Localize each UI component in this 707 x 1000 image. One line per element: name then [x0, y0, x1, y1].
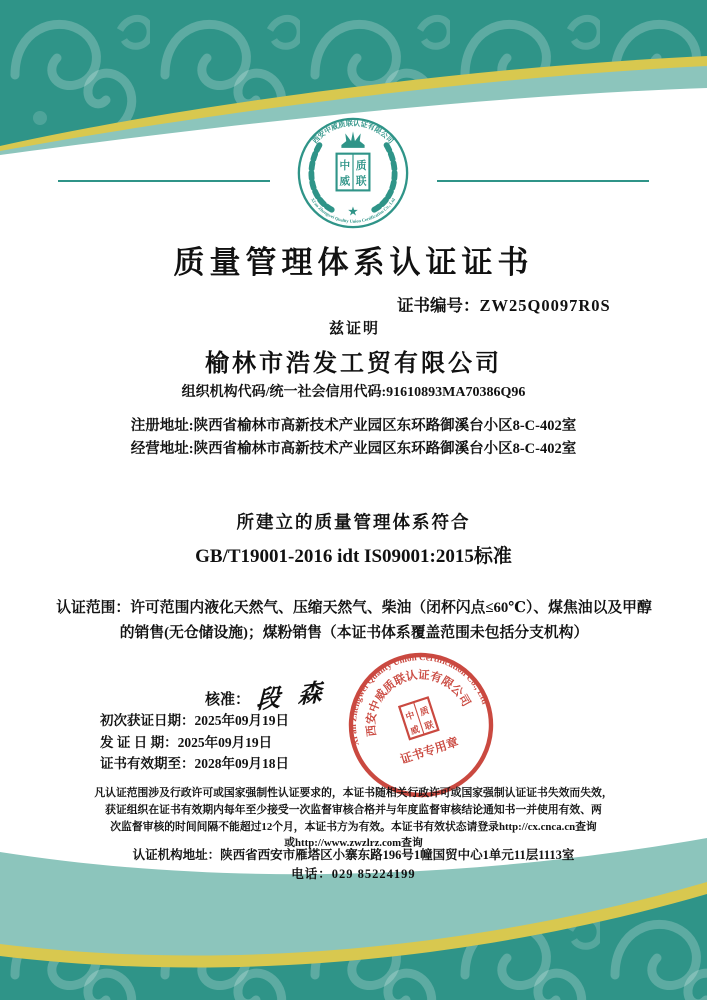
expiry-date-label: 证书有效期至：: [100, 756, 195, 771]
legal-line: 获证组织在证书有效期内每年至少接受一次监督审核合格并与年度监督审核结论通知书一并使用有效、两: [105, 803, 602, 816]
approval-line: [205, 676, 328, 715]
stamp-bottom-label: 证书专用章: [398, 734, 461, 767]
emblem-char-tr: 质: [355, 161, 367, 173]
approval-label: 核准：: [205, 692, 251, 708]
logo-ring-text-cn: 西安中威质联认证有限公司: [311, 119, 395, 146]
stamp-ring-text-en: Xi'an Zhengwei Quality Union Certification Co., Ltd: [347, 651, 491, 748]
star-icon: ★: [347, 204, 359, 219]
standard-line: GB/T19001-2016 idt IS09001:2015标准: [195, 546, 512, 567]
legal-line: 凡认证范围涉及行政许可或国家强制性认证要求的，本证书随相关行政许可或国家强制认证证书失效而失效，: [94, 787, 613, 799]
certificate-number-label: 证书编号：: [397, 296, 480, 315]
conformity-line: 所建立的质量管理体系符合: [236, 512, 471, 532]
red-certification-stamp: [340, 644, 502, 806]
first-issue-date-label: 初次获证日期：: [100, 713, 195, 728]
header-rule-right: [437, 180, 649, 182]
stamp-emblem-char-tl: 中: [404, 709, 416, 723]
emblem-char-bl: 威: [339, 176, 351, 188]
certification-body-logo: [295, 115, 411, 231]
business-address-line: 经营地址:陕西省榆林市高新技术产业园区东环路御溪台小区8-C-402室: [130, 441, 577, 457]
logo-ring-text-en: Xi'an Zhongwei Quality Union Certification Co., Ltd: [309, 197, 397, 224]
stamp-arc-text-cn: 西安中威质联认证有限公司: [365, 669, 472, 738]
certify-label: 兹证明: [329, 321, 381, 337]
registered-address-line: 注册地址:陕西省榆林市高新技术产业园区东环路御溪台小区8-C-402室: [130, 418, 577, 434]
stamp-emblem-char-tr: 质: [418, 705, 431, 718]
legal-line: 次监督审核的时间间隔不能超过12个月，本证书方为有效。本证书有效状态请登录http://cx.cnca.cn查询: [110, 820, 597, 833]
company-name: 榆林市浩发工贸有限公司: [205, 351, 502, 377]
issue-date-row: [100, 732, 289, 754]
date-block: [100, 710, 289, 775]
first-issue-date-value: 2025年09月19日: [194, 713, 289, 728]
first-issue-date-row: [100, 710, 289, 732]
credit-code-line: 组织机构代码/统一社会信用代码:91610893MA70386Q96: [181, 385, 526, 400]
stamp-emblem-char-bl: 威: [408, 724, 421, 737]
legal-line: 或http://www.zwzlrz.com查询: [284, 837, 423, 850]
certificate-number-value: ZW25Q0097R0S: [479, 296, 611, 315]
certification-body-address: 认证机构地址：陕西省西安市雁塔区小寨东路196号1幢国贸中心1单元11层1113室: [132, 848, 575, 862]
stamp-emblem-char-br: 联: [423, 719, 435, 732]
certificate-title: 质量管理体系认证证书: [173, 245, 534, 280]
expiry-date-value: 2028年09月18日: [194, 756, 289, 771]
certificate-number-line: [397, 292, 611, 316]
legal-notes: [44, 785, 663, 852]
emblem-char-tl: 中: [339, 161, 351, 173]
expiry-date-row: [100, 753, 289, 775]
header-rule-left: [58, 180, 270, 182]
emblem-char-br: 联: [355, 176, 367, 188]
approver-signature: 段 森: [255, 679, 328, 715]
issue-date-label: 发 证 日 期：: [100, 734, 178, 750]
certification-body-phone: 电话：029 85224199: [291, 867, 416, 881]
certification-scope: 认证范围：许可范围内液化天然气、压缩天然气、柴油（闭杯闪点≤60℃）、煤焦油以及甲醇的销售(无仓储设施)；煤粉销售（本证书体系覆盖范围未包括分支机构）: [56, 600, 652, 641]
issue-date-value: 2025年09月19日: [177, 734, 273, 750]
